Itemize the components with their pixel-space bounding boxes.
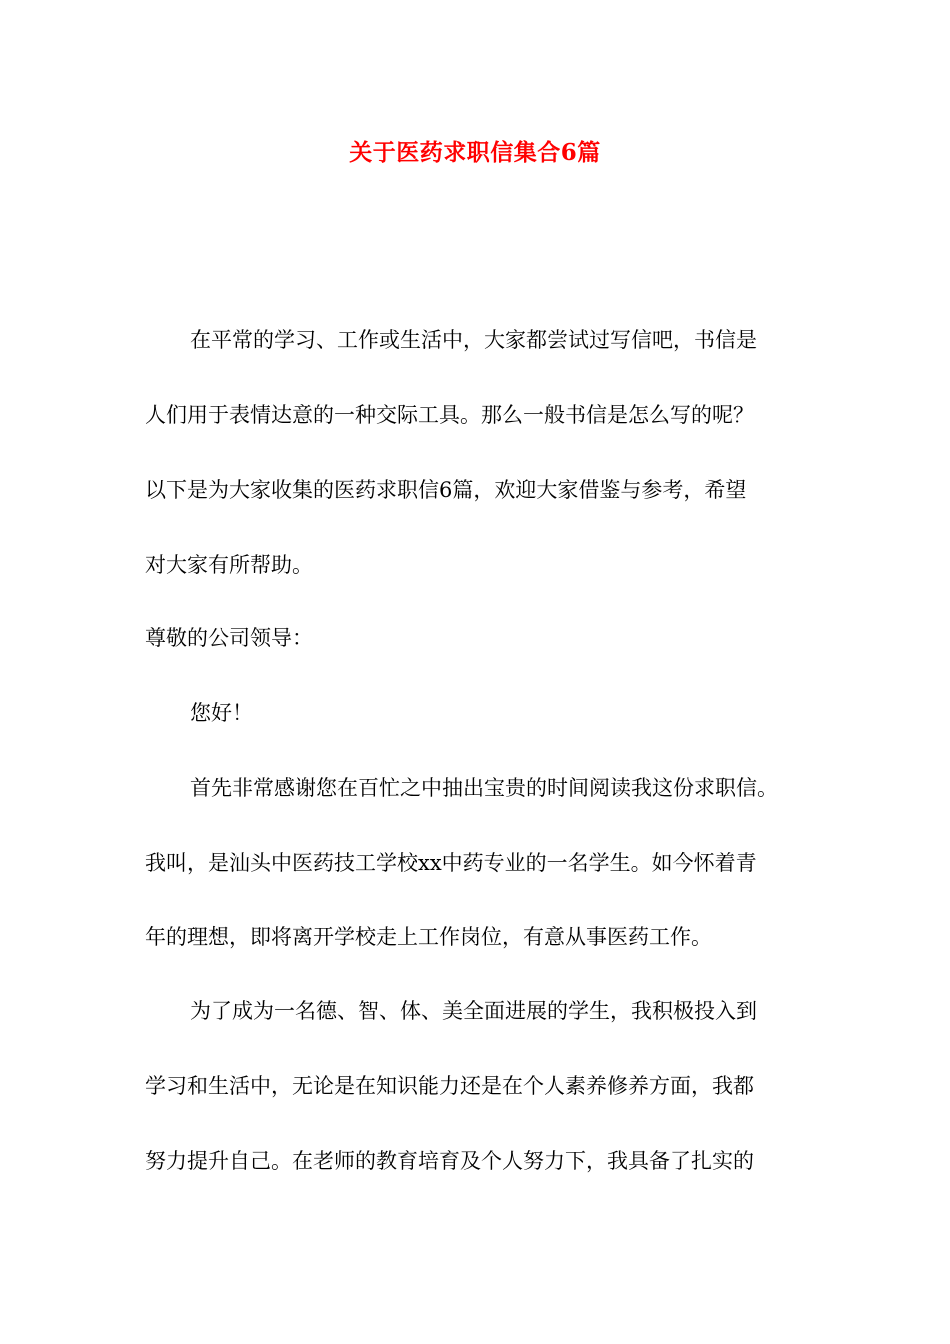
salutation: 尊敬的公司领导： bbox=[145, 626, 313, 650]
body-line-11: 学习和生活中，无论是在知识能力还是在个人素养修养方面，我都 bbox=[145, 1074, 754, 1098]
body-line-3: 以下是为大家收集的医药求职信6篇，欢迎大家借鉴与参考，希望 bbox=[145, 478, 747, 502]
body-line-9: 年的理想，即将离开学校走上工作岗位，有意从事医药工作。 bbox=[145, 925, 712, 949]
body-line-10: 为了成为一名德、智、体、美全面进展的学生，我积极投入到 bbox=[190, 999, 757, 1023]
body-line-1: 在平常的学习、工作或生活中，大家都尝试过写信吧，书信是 bbox=[190, 328, 757, 352]
body-line-2: 人们用于表情达意的一种交际工具。那么一般书信是怎么写的呢？ bbox=[145, 403, 754, 427]
body-line-8: 我叫，是汕头中医药技工学校xx中药专业的一名学生。如今怀着青 bbox=[145, 851, 757, 875]
body-line-7: 首先非常感谢您在百忙之中抽出宝贵的时间阅读我这份求职信。 bbox=[190, 776, 778, 800]
document-title: 关于医药求职信集合6篇 bbox=[349, 139, 601, 166]
greeting: 您好！ bbox=[190, 701, 253, 725]
body-line-12: 努力提升自己。在老师的教育培育及个人努力下，我具备了扎实的 bbox=[145, 1149, 754, 1173]
body-line-4: 对大家有所帮助。 bbox=[145, 553, 313, 577]
